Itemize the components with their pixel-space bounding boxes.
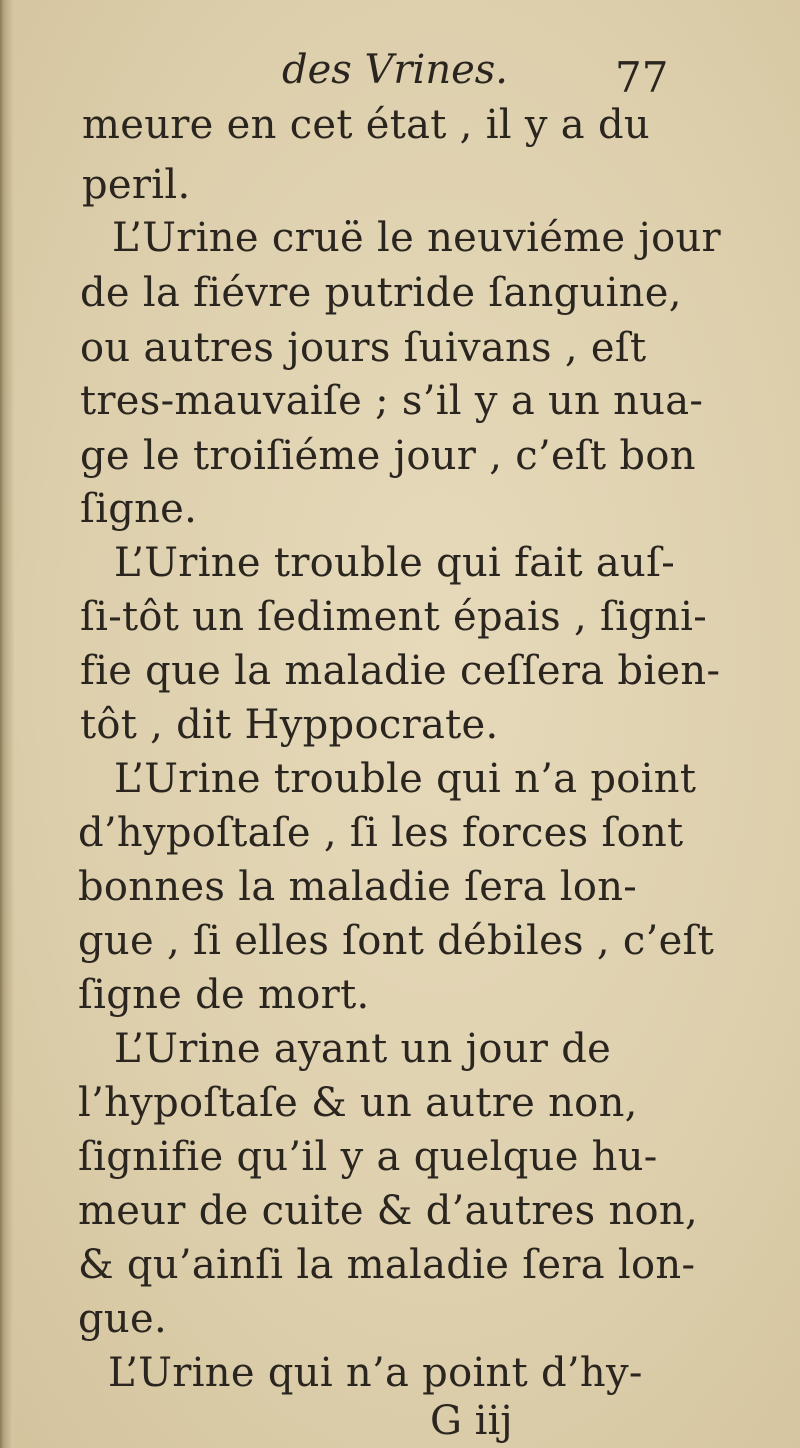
text-line: meur de cuite & d’autres non, (78, 1188, 698, 1234)
text-line: ſigne. (80, 486, 198, 532)
text-line: & qu’ainſi la maladie ſera lon- (78, 1242, 696, 1288)
text-line: tôt , dit Hyppocrate. (80, 702, 499, 748)
text-line: tres-mauvaiſe ; s’il y a un nua- (80, 378, 704, 424)
text-line: meure en cet état , il y a du (82, 102, 650, 148)
text-line: ſignifie qu’il y a quelque hu- (78, 1134, 658, 1180)
page-gutter (0, 0, 14, 1448)
text-line: ſigne de mort. (78, 972, 370, 1018)
text-line: L’Urine qui n’a point d’hy- (108, 1350, 643, 1396)
text-line: L’Urine trouble qui fait auſ- (114, 540, 676, 586)
text-line: l’hypoſtaſe & un autre non, (78, 1080, 638, 1126)
text-line: peril. (82, 162, 191, 208)
text-line: ge le troiſiéme jour , c’eſt bon (80, 433, 696, 479)
text-line: ou autres jours ſuivans , eſt (80, 325, 647, 371)
text-line: d’hypoſtaſe , ſi les forces ſont (78, 810, 684, 856)
text-line: gue. (78, 1296, 167, 1342)
page-number: 77 (615, 53, 669, 102)
running-title: des Vrines. (282, 47, 508, 93)
text-line: gue , ſi elles ſont débiles , c’eſt (78, 918, 715, 964)
text-line: L’Urine trouble qui n’a point (114, 756, 697, 802)
text-line: de la fiévre putride ſanguine, (80, 270, 682, 316)
text-line: fie que la maladie ceſſera bien- (80, 648, 721, 694)
signature-mark: G iij (430, 1398, 513, 1444)
text-line: L’Urine cruë le neuviéme jour (112, 215, 721, 261)
text-line: ſi-tôt un ſediment épais , ſigni- (80, 594, 708, 640)
text-line: L’Urine ayant un jour de (114, 1026, 612, 1072)
text-line: bonnes la maladie ſera lon- (78, 864, 638, 910)
